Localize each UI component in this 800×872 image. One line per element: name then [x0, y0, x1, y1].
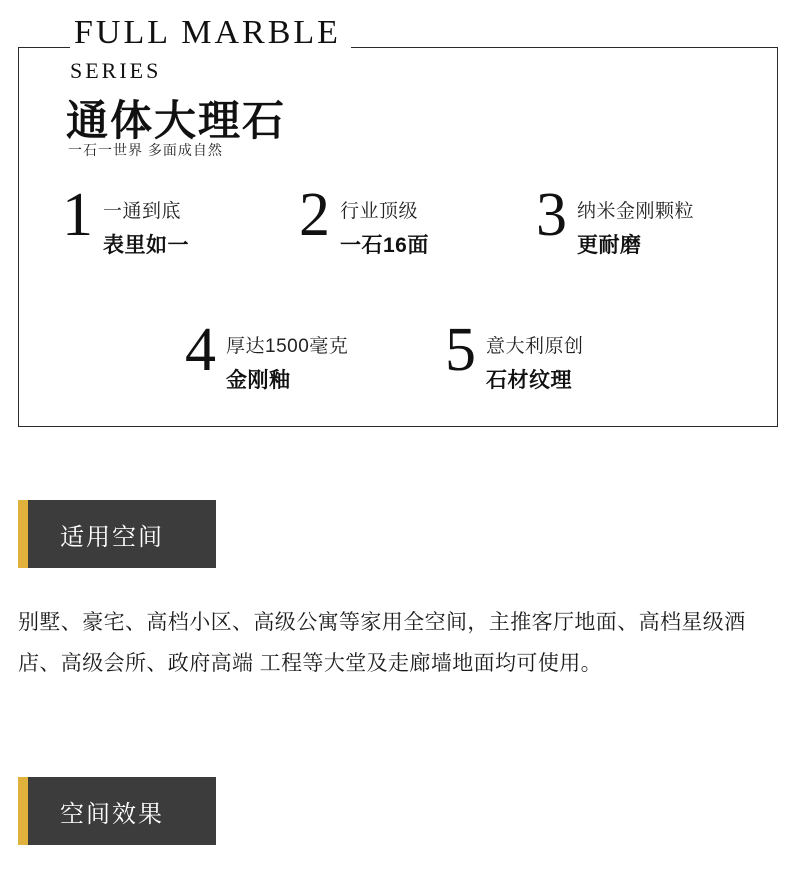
- feature-item: [445, 316, 705, 394]
- section-heading-label: 适用空间: [60, 523, 164, 551]
- hero-subtitle: 一石一世界 多面成自然: [68, 142, 223, 158]
- feature-line-primary: 厚达1500毫克: [226, 336, 349, 357]
- section-heading-space-effect: [18, 777, 216, 845]
- feature-line-secondary: 石材纹理: [486, 369, 572, 392]
- section-heading-applicable-space: [18, 500, 216, 568]
- feature-line-secondary: 一石16面: [340, 234, 429, 257]
- feature-text: [103, 190, 189, 259]
- feature-item: [62, 181, 299, 259]
- feature-line-primary: 行业顶级: [340, 201, 419, 222]
- feature-line-secondary: 表里如一: [103, 234, 189, 257]
- feature-text: [340, 190, 429, 259]
- feature-item: [185, 316, 445, 394]
- feature-line-primary: 纳米金刚颗粒: [577, 201, 695, 222]
- hero-title-series: SERIES: [70, 58, 162, 83]
- feature-row-bottom: [185, 316, 705, 394]
- feature-text: [577, 190, 694, 259]
- feature-number: 1: [62, 181, 93, 249]
- feature-line-secondary: 金刚釉: [226, 369, 291, 392]
- hero-title-chinese: 通体大理石: [66, 97, 287, 144]
- feature-number: 2: [299, 181, 330, 249]
- applicable-space-paragraph: 别墅、豪宅、高档小区、高级公寓等家用全空间，主推客厅地面、高档星级酒店、高级会所、政府高端 工程等大堂及走廊墙地面均可使用。: [18, 611, 746, 675]
- feature-line-primary: 一通到底: [103, 201, 182, 222]
- hero-title-english: FULL MARBLE: [70, 14, 351, 52]
- accent-bar: [18, 777, 28, 845]
- feature-text: [226, 325, 348, 394]
- feature-number: 5: [445, 316, 476, 384]
- feature-item: [299, 181, 536, 259]
- accent-bar: [18, 500, 28, 568]
- feature-line-primary: 意大利原创: [486, 336, 584, 357]
- section-heading-label: 空间效果: [60, 800, 164, 828]
- feature-number: 4: [185, 316, 216, 384]
- feature-text: [486, 325, 584, 394]
- feature-row-top: [62, 181, 774, 259]
- heading-plate: [28, 777, 216, 845]
- feature-number: 3: [536, 181, 567, 249]
- feature-line-secondary: 更耐磨: [577, 234, 642, 257]
- feature-item: [536, 181, 773, 259]
- heading-plate: [28, 500, 216, 568]
